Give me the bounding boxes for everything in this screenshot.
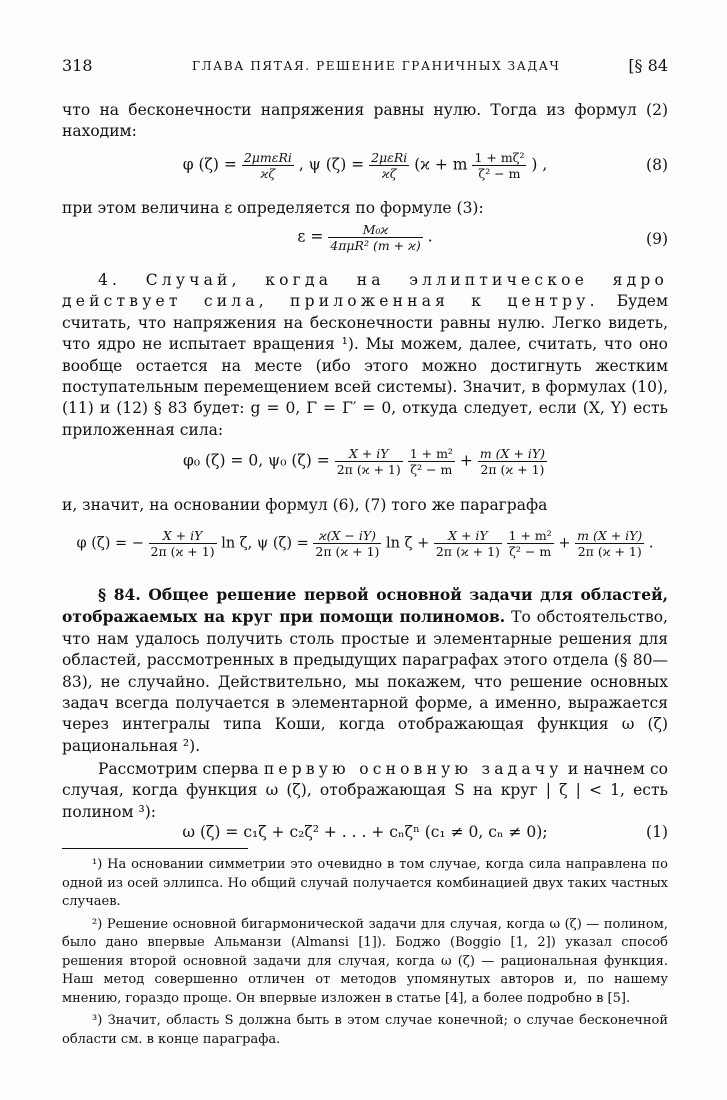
eq8-paren-close: ) , — [531, 155, 548, 174]
paragraph-case-4 — [62, 270, 668, 441]
eqb-mid-1: ln ζ, ψ (ζ) = — [221, 535, 309, 552]
eqa-left: φ₀ (ζ) = 0, ψ₀ (ζ) = — [183, 451, 330, 470]
section-marker: [§ 84 — [628, 56, 668, 75]
equation-phi-psi — [62, 528, 668, 564]
equation-phi0-psi0 — [62, 446, 668, 482]
footnotes — [62, 856, 668, 1049]
eqb-mid-2: ln ζ + — [386, 535, 430, 552]
eqa-fraction-2: $\frac{\text{1 + m²}}{\text{ζ² − m}}$ — [409, 446, 453, 477]
eq1-expression: ω (ζ) = c₁ζ + c₂ζ² + . . . + cₙζⁿ (c₁ ≠ 0, cₙ ≠ 0); — [182, 823, 548, 841]
section-84-body: То обстоятельство, что нам удалось получить столь простые и элементарные решения для областей, рассмотренных в предыдущих параграфах этого отдела (§ 80—83), не случайно. Действительно, мы покажем, что решение основных задач всегда получается в элементарной форме, а именно, выражается через интегралы типа Коши, когда отображающая функция ω (ζ) рациональная ²). — [62, 608, 668, 755]
equation-1 — [62, 823, 668, 847]
footnote-3: ³) Значит, область S должна быть в этом случае конечной; о случае бесконечной области см. в конце параграфа. — [62, 1013, 668, 1047]
eqb-fraction-4: $\frac{\text{1 + m²}}{\text{ζ² − m}}$ — [508, 528, 552, 559]
paragraph-epsilon: при этом величина ε определяется по формуле (3): — [62, 199, 484, 217]
eqb-plus: + — [558, 535, 571, 552]
eqb-fraction-3: $\frac{X + iY}{2\pi (ϰ + 1)}$ — [435, 528, 500, 559]
eq9-left: ε = — [297, 227, 324, 246]
eq8-psi-left: , ψ (ζ) = — [298, 155, 365, 174]
equation-number-9: (9) — [646, 230, 668, 248]
eqb-left: φ (ζ) = − — [76, 535, 144, 552]
case-4-lead: 4. Случай, когда на эллиптическое ядро действует сила, приложенная к центру. — [62, 271, 668, 311]
eqa-plus: + — [459, 451, 473, 470]
first-problem-before: Рассмотрим сперва — [98, 760, 264, 778]
eq9-tail: . — [427, 227, 433, 246]
first-problem-spaced: первую основную задачу — [263, 760, 563, 778]
eqb-tail: . — [648, 535, 654, 552]
eq8-psi-fraction: $\frac{\text{2μεRi}}{ϰ\zeta}$ — [371, 150, 408, 181]
eq8-phi-fraction: $\frac{\text{2μmεRi}}{ϰ\zeta}$ — [243, 150, 292, 181]
page-number: 318 — [62, 56, 93, 75]
case-4-body: Будем считать, что напряжения на бесконечности равны нулю. Легко видеть, что ядро не испытает вращения ¹). Мы можем, далее, считать, что оно вообще остается на месте (ибо этого можно достигнуть жестким поступательным перемещением всей системы). Значит, в формулах (10), (11) и (12) § 83 будет: g = 0, Γ = Γ′ = 0, откуда следует, если (X, Y) есть приложенная сила: — [62, 292, 668, 439]
eqb-fraction-2: $\frac{ϰ(X - iY)}{2\pi (ϰ + 1)}$ — [315, 528, 380, 559]
first-problem-after: и начнем со случая, когда функция ω (ζ), отображающая S на круг | ζ | < 1, есть полином ³): — [62, 760, 668, 821]
eqb-fraction-5: $\frac{m (X + iY)}{2\pi (ϰ + 1)}$ — [577, 528, 643, 559]
equation-number-1: (1) — [646, 823, 668, 841]
paragraph-hence: и, значит, на основании формул (6), (7) того же параграфа — [62, 496, 548, 514]
chapter-title: ГЛАВА ПЯТАЯ. РЕШЕНИЕ ГРАНИЧНЫХ ЗАДАЧ — [192, 59, 561, 73]
running-header — [62, 56, 668, 82]
eqb-fraction-1: $\frac{X + iY}{2\pi (ϰ + 1)}$ — [150, 528, 215, 559]
footnote-2: ²) Решение основной бигармонической задачи для случая, когда ω (ζ) — полином, было дано впервые Альманзи (Almansi [1]). Боджо (Boggio [1, 2]) указал способ решения второй основной задачи для случая, когда ω (ζ) — рациональная функция. Наш метод совершенно отличен от методов упомянутых авторов и, по нашему мнению, гораздо проще. Он впервые изложен в статье [4], а более подробно в [5]. — [62, 916, 668, 1006]
footnote-1: ¹) На основании симметрии это очевидно в том случае, когда сила направлена по одной из осей эллипса. Но общий случай получается комбинацией двух таких частных случаев. — [62, 857, 668, 909]
eq8-phi-left: φ (ζ) = — [182, 155, 237, 174]
equation-9 — [62, 222, 668, 258]
eq8-paren-open: (ϰ + m — [414, 155, 468, 174]
eqa-fraction-1: $\frac{X + iY}{2\pi (ϰ + 1)}$ — [336, 446, 401, 477]
paragraph-first-problem — [62, 759, 668, 823]
eq8-inner-fraction: $\frac{\text{1 + mζ²}}{\text{ζ² − m}}$ — [474, 150, 525, 181]
footnote-divider — [62, 848, 248, 849]
paragraph-intro: что на бесконечности напряжения равны нулю. Тогда из формул (2) находим: — [62, 101, 668, 141]
eqa-fraction-3: $\frac{m (X + iY)}{2\pi (ϰ + 1)}$ — [479, 446, 545, 477]
paragraph-section-84 — [62, 584, 668, 757]
section-84-heading: § 84. Общее решение первой основной задачи для областей, отображаемых на круг при помощи полиномов. — [62, 585, 668, 627]
eq9-fraction: $\frac{\text{M₀ϰ}}{\text{4πμR² (m + ϰ)}}$ — [330, 222, 421, 253]
equation-number-8: (8) — [646, 156, 668, 174]
equation-8 — [62, 150, 668, 186]
